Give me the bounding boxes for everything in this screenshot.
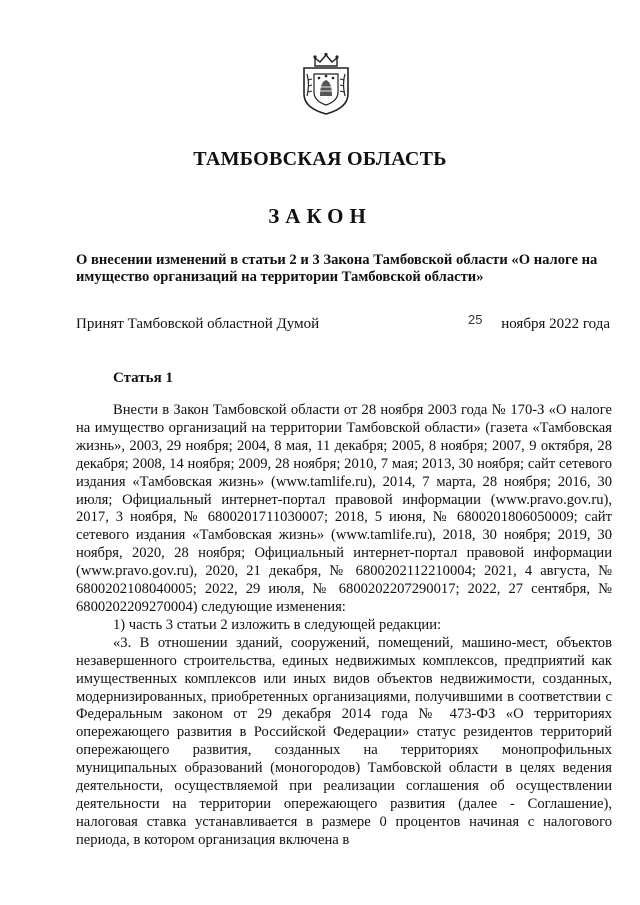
article-body: [76, 402, 612, 850]
document-subject: О внесении изменений в статьи 2 и 3 Закона Тамбовской области «О налоге на имущество организаций на территории Тамбовской области»: [76, 252, 598, 285]
adopted-by: Принят Тамбовской областной Думой: [76, 316, 320, 332]
adoption-day: 25: [468, 312, 483, 327]
article-paragraph: «3. В отношении зданий, сооружений, помещений, машино-мест, объектов незавершенного строительства, единых недвижимых комплексов, предприятий как имущественных комплексов или иных видов объектов недвижимости, созданных, модернизированных, приобретенных организациями, получившими в соответствии с Федеральным законом от 29 декабря 2014 года № 473-ФЗ «О территориях опережающего развития в Российской Федерации» статус резидентов территорий опережающего развития, созданных на территориях монопрофильных муниципальных образований (моногородов) Тамбовской области в целях ведения деятельности, осуществляемой при реализации соглашения об осуществлении деятельности на территории опережающего развития (далее - Соглашение), налоговая ставка устанавливается в размере 0 процентов начиная с налогового периода, в котором организация включена в: [76, 634, 612, 848]
document-type: ЗАКОН: [268, 204, 372, 228]
adoption-line: [76, 312, 610, 336]
article-paragraph: 1) часть 3 статьи 2 изложить в следующей редакции:: [113, 616, 442, 633]
tambov-coat-of-arms-icon: [301, 52, 351, 116]
article-heading: Статья 1: [113, 370, 173, 386]
adoption-month-year: ноября 2022 года: [501, 316, 610, 332]
region-title: ТАМБОВСКАЯ ОБЛАСТЬ: [193, 148, 447, 170]
article-paragraph: Внести в Закон Тамбовской области от 28 ноября 2003 года № 170-З «О налоге на имущество организаций на территории Тамбовской области» (газета «Тамбовская жизнь», 2003, 29 ноября; 2004, 8 мая, 11 декабря; 2005, 8 ноября; 2007, 9 октября, 28 декабря; 2008, 14 ноября; 2009, 28 ноября; 2010, 7 мая; 2013, 30 ноября; сайт сетевого издания «Тамбовская жизнь» (www.tamlife.ru), 2014, 7 марта, 28 ноября; 2016, 30 июля; Официальный интернет-портал правовой информации (www.pravo.gov.ru), 2017, 3 ноября, № 6800201711030007; 2018, 5 июня, № 6800201806050009; сайт сетевого издания «Тамбовская жизнь» (www.tamlife.ru), 2018, 30 ноября; 2019, 30 ноября, 2020, 28 ноября; Официальный интернет-портал правовой информации (www.pravo.gov.ru), 2020, 21 декабря, № 6800202112210004; 2021, 4 августа, № 6800202108040005; 2022, 29 июля, № 6800202207290017; 2022, 27 сентября, № 6800202209270004) следующие изменения:: [76, 402, 612, 615]
